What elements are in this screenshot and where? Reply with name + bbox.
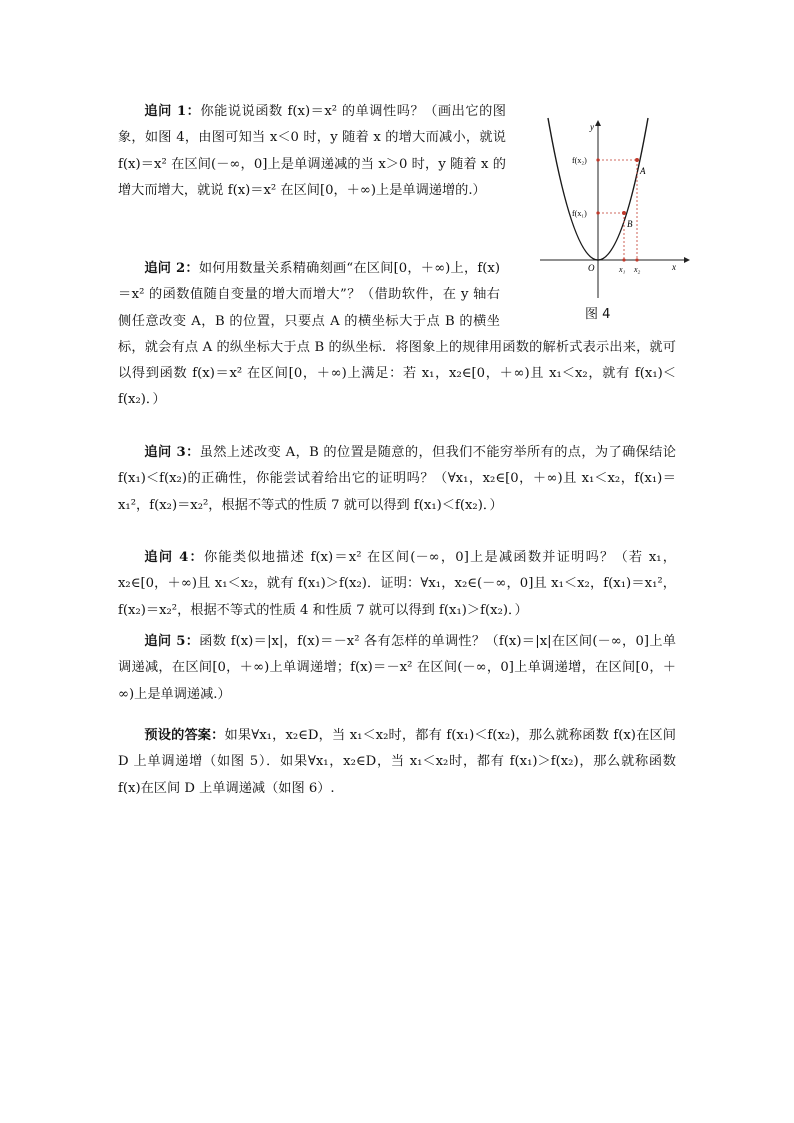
followup-1-label: 追问 1： [144,104,201,119]
point-b-label: B [627,219,633,229]
followup-1-body: 你能说说函数 f(x)＝x² 的单调性吗？（画出它的图象，如图 4，由图可知当 x＜0 时，y 随着 x 的增大而减小，就说 f(x)＝x² 在区间(－∞，0]上是单调递减的当 x＞0 时，y 随着 x 的增大而增大，就说 f(x)＝x² 在区间[0，＋∞)上是单调递增的.） [118,104,506,198]
paragraph-preset-answer [118,723,676,802]
paragraph-followup-4 [118,545,676,624]
origin-label: O [588,263,595,273]
fx1-label: f(x₁) [572,209,587,218]
point-a [635,158,639,162]
paragraph-followup-3 [118,440,676,519]
point-a-label: A [640,166,646,176]
followup-5-body: 函数 f(x)＝|x|，f(x)＝－x² 各有怎样的单调性？（f(x)＝|x|在区间(－∞，0]上单调递减，在区间[0，＋∞)上单调递增；f(x)＝－x² 在区间(－∞，0]上单调递增，在区间[0，＋∞)上是单调递减.） [118,634,676,702]
x-axis-label: x [672,262,676,272]
point-fx2-on-axis [596,158,599,161]
y-axis-label: y [590,122,594,132]
point-b [622,211,626,215]
point-fx1-on-axis [596,211,599,214]
followup-4-label: 追问 4： [144,550,204,565]
x2-label: x₂ [634,265,641,274]
paragraph-followup-1 [118,99,506,204]
followup-4-body: 你能类似地描述 f(x)＝x² 在区间(－∞，0]上是减函数并证明吗？（若 x₁，x₂∈[0，＋∞)且 x₁＜x₂，就有 f(x₁)＞f(x₂)．证明：∀x₁，x₂∈(－∞，0]且 x₁＜x₂，f(x₁)＝x₁²，f(x₂)＝x₂²，根据不等式的性质 4 和性质 7 就可以得到 f(x₁)＞f(x₂)．） [118,550,676,618]
figure-4-caption: 图 4 [585,307,611,322]
followup-3-body: 虽然上述改变 A，B 的位置是随意的，但我们不能穷举所有的点，为了确保结论 f(x₁)＜f(x₂)的正确性，你能尝试着给出它的证明吗？（∀x₁，x₂∈[0，＋∞)且 x₁＜x₂，f(x₁)＝x₁²，f(x₂)＝x₂²，根据不等式的性质 7 就可以得到 f(x₁)＜f(x₂)．） [118,445,676,513]
paragraph-followup-2 [118,256,676,414]
followup-2-body: 如何用数量关系精确刻画“在区间[0，＋∞)上，f(x)＝x² 的函数值随自变量的增大而增大”？（借助软件，在 y 轴右侧任意改变 A，B 的位置，只要点 A 的横坐标大于点 B 的横坐标，就会有点 A 的纵坐标大于点 B 的纵坐标．将图象上的规律用函数的解析式表示出来，就可以得到函数 f(x)＝x² 在区间[0，＋∞)上满足：若 x₁，x₂∈[0，＋∞)且 x₁＜x₂，就有 f(x₁)＜f(x₂)．） [118,261,676,408]
preset-answer-body: 如果∀x₁，x₂∈D，当 x₁＜x₂时，都有 f(x₁)＜f(x₂)，那么就称函数 f(x)在区间 D 上单调递增（如图 5）．如果∀x₁，x₂∈D，当 x₁＜x₂时，都有 f(x₁)＞f(x₂)，那么就称函数 f(x)在区间 D 上单调递减（如图 6）. [118,728,676,796]
followup-5-label: 追问 5： [144,634,200,649]
followup-2-label: 追问 2： [144,261,199,276]
followup-3-label: 追问 3： [144,445,200,460]
y-axis-arrow [595,120,601,126]
preset-answer-label: 预设的答案： [144,728,225,743]
x1-label: x₁ [619,265,626,274]
fx2-label: f(x₂) [572,156,587,165]
x-axis-arrow [684,257,690,263]
paragraph-followup-5 [118,629,676,708]
